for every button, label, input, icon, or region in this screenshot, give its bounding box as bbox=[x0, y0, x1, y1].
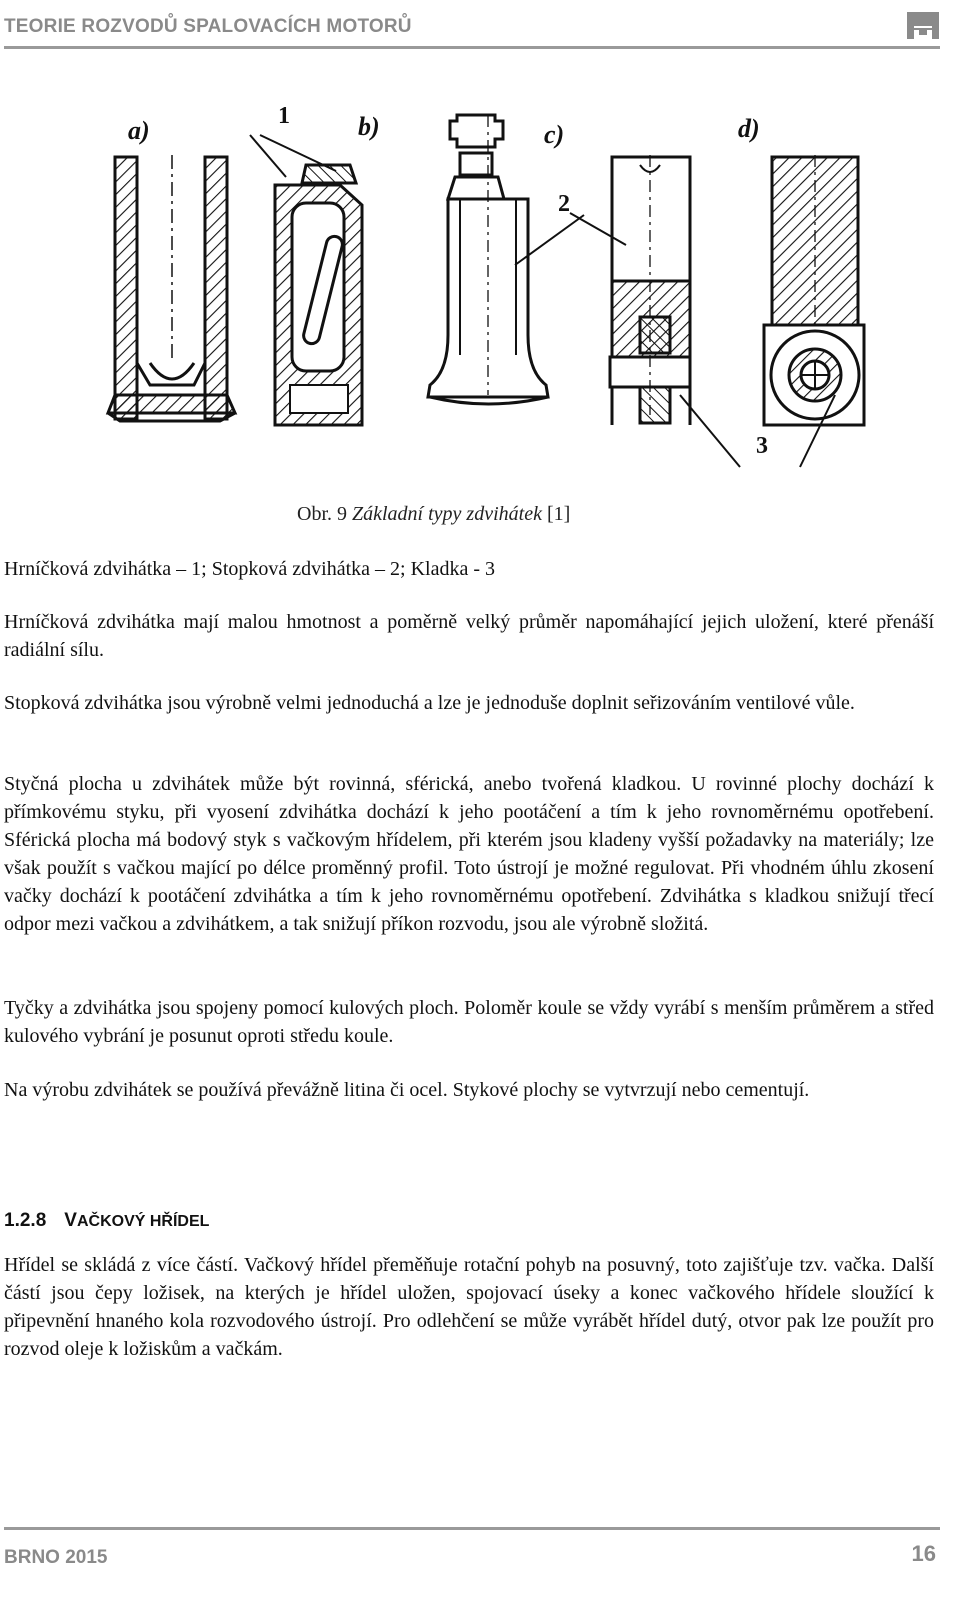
paragraph-pushrods: Tyčky a zdvihátka jsou spojeny pomocí kulových ploch. Poloměr koule se vždy vyrábí s menším průměrem a střed kulového vybrání je posunut oproti středu koule. bbox=[4, 997, 934, 1047]
figure-label-c: c) bbox=[544, 120, 565, 149]
section-heading bbox=[4, 1210, 209, 1232]
brand-logo-icon bbox=[906, 10, 940, 40]
caption-reference: [1] bbox=[541, 503, 571, 525]
paragraph-materials: Na výrobu zdvihátek se používá převážně litina či ocel. Stykové plochy se vytvrzují nebo cementují. bbox=[4, 1079, 810, 1101]
tappet-c-drawing bbox=[428, 115, 584, 404]
paragraph-stem-tappets: Stopková zdvihátka jsou výrobně velmi jednoduchá a lze je jednoduše doplnit seřizováním ventilové vůle. bbox=[4, 692, 855, 714]
paragraph-camshaft: Hřídel se skládá z více částí. Vačkový hřídel přeměňuje rotační pohyb na posuvný, toto zajišťuje tzv. vačka. Další částí jsou čepy ložisek, na kterých je hřídel uložen, spojovací úseky a konec vačkového hřídele sloužící k připevnění hnaného kola rozvodového ústrojí. Pro odlehčení se může vyrábět hřídel dutý, otvor pak lze použít pro rozvod oleje k ložiskům a vačkám. bbox=[4, 1254, 934, 1360]
tappet-types-figure bbox=[100, 95, 920, 475]
tappet-a-drawing bbox=[108, 155, 235, 421]
header-title: TEORIE ROZVODŮ SPALOVACÍCH MOTORŮ bbox=[4, 16, 412, 37]
page-header bbox=[4, 10, 940, 48]
figure-label-2: 2 bbox=[558, 191, 570, 217]
section-number: 1.2.8 bbox=[4, 1210, 47, 1231]
figure-label-a: a) bbox=[128, 116, 150, 145]
header-rule bbox=[4, 46, 940, 49]
figure-label-d: d) bbox=[738, 114, 760, 143]
page-number: 16 bbox=[911, 1541, 936, 1566]
paragraph-legend: Hrníčková zdvihátka – 1; Stopková zdvihátka – 2; Kladka - 3 bbox=[4, 558, 495, 580]
section-title-initial: V bbox=[64, 1210, 77, 1231]
paragraph-contact-surface: Styčná plocha u zdvihátek může být rovinná, sférická, anebo tvořená kladkou. U rovinné plochy dochází k přímkovému styku, při vyosení zdvihátka dochází k jeho pootáčení a tím k jeho rovnoměrnému opotřebení. Sférická plocha má bodový styk s vačkovým hřídelem, při kterém jsou kladeny vyšší požadavky na materiály; lze však použít s vačkou mající po délce proměnný profil. Toto ústrojí je možné regulovat. Při vhodném úhlu zkosení vačky dochází k pootáčení zdvihátka a tím k jeho rovnoměrnému opotřebení. Zdvihátka s kladkou snižují třecí odpor mezi vačkou a zdvihátkem, a tak snižují příkon rozvodu, jsou ale výrobně složitá. bbox=[4, 773, 934, 935]
footer-rule bbox=[4, 1527, 940, 1530]
paragraph-cup-tappets: Hrníčková zdvihátka mají malou hmotnost a poměrně velký průměr napomáhající jejich uložení, které přenáší radiální sílu. bbox=[4, 611, 934, 661]
figure-label-1: 1 bbox=[278, 103, 290, 129]
tappet-d-drawing bbox=[570, 155, 864, 467]
figure-label-b: b) bbox=[358, 112, 380, 141]
figure-label-3: 3 bbox=[756, 433, 768, 459]
tappet-b-drawing bbox=[250, 135, 362, 425]
caption-title: Základní typy zdvihátek bbox=[352, 503, 542, 525]
footer-location-year: BRNO 2015 bbox=[4, 1547, 108, 1568]
section-title-rest: AČKOVÝ HŘÍDEL bbox=[76, 1213, 210, 1230]
caption-prefix: Obr. 9 bbox=[297, 503, 352, 525]
